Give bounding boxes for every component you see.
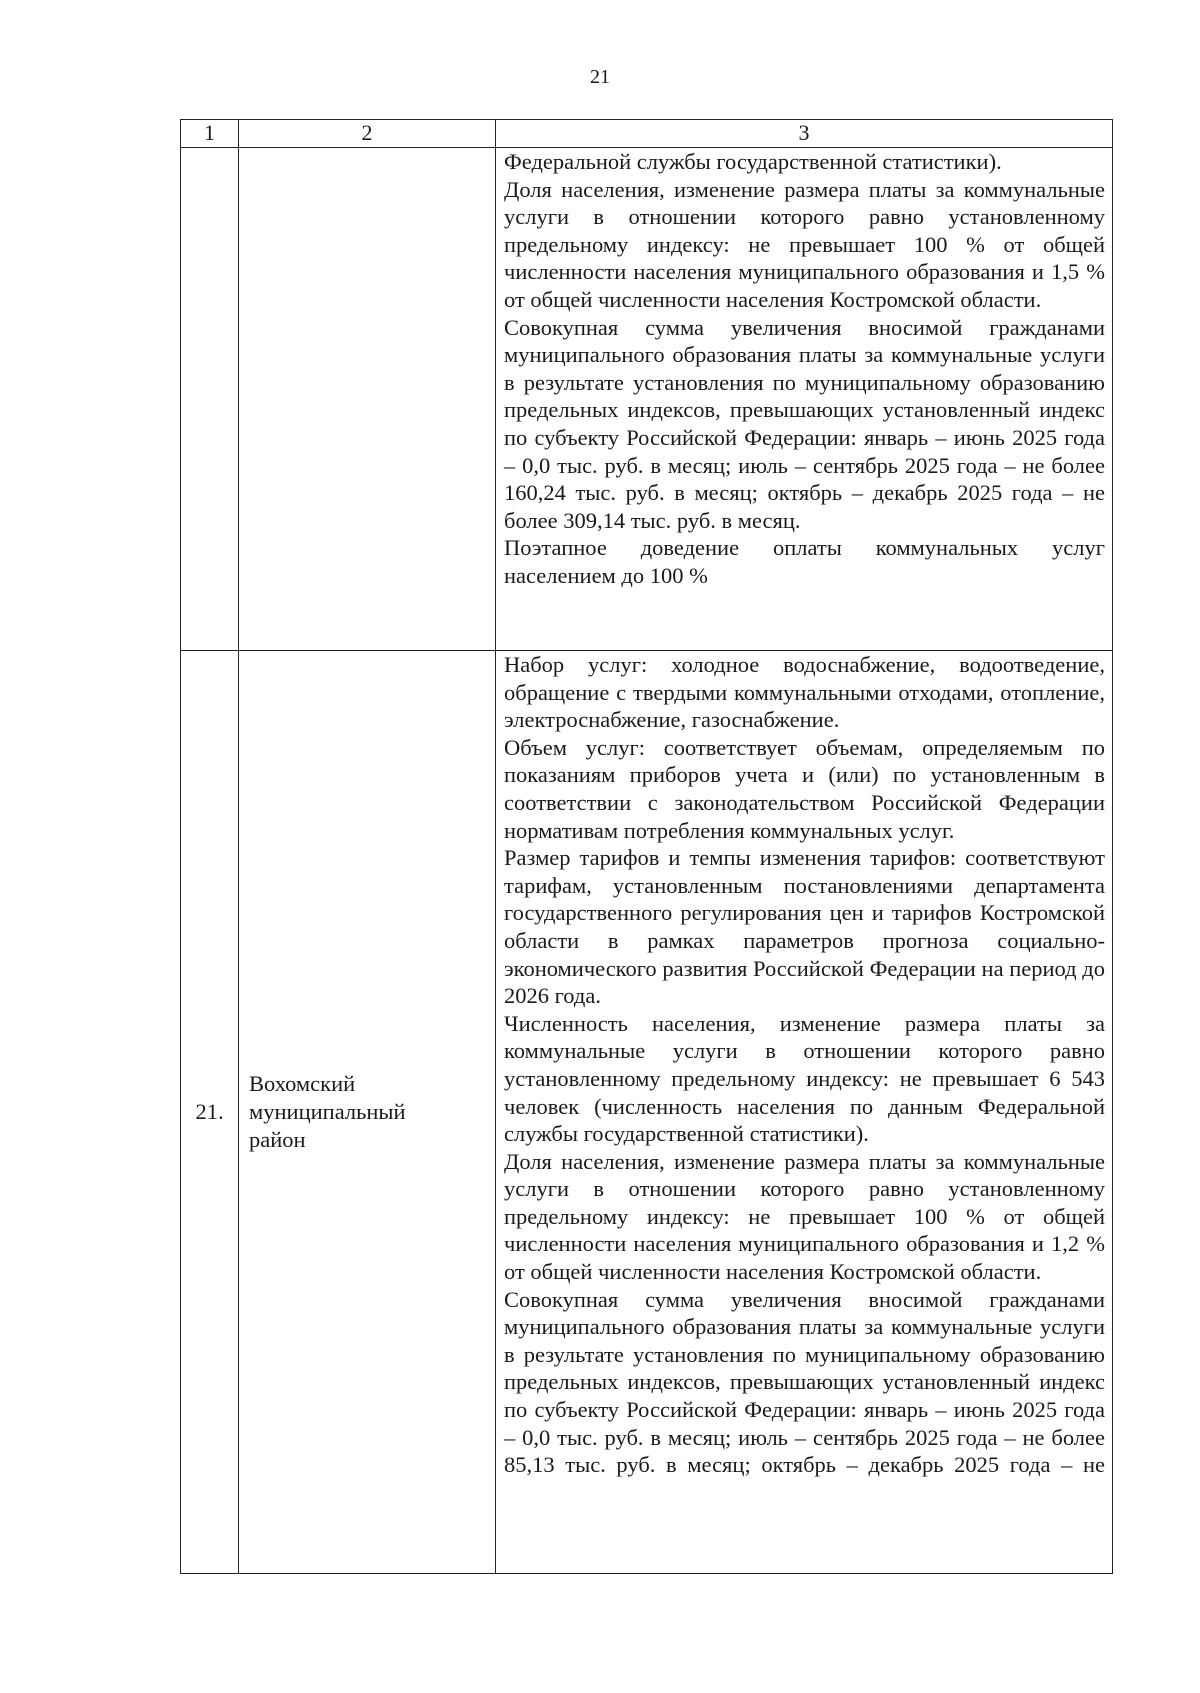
description-paragraph: Размер тарифов и темпы изменения тарифов: соответствуют тарифам, установленным постановлениями департамента государственного регулирования цен и тарифов Костромской области в рамках параметров прогноза социально-экономического развития Российской Федерации на период до 2026 года. [504, 845, 1105, 1009]
municipality-name-line: район [249, 1127, 306, 1152]
municipality-name-cell [239, 148, 496, 651]
table-row [181, 148, 1113, 651]
description-paragraph: Доля населения, изменение размера платы за коммунальные услуги в отношении которого равно установленному предельному индексу: не превышает 100 % от общей численности населения муниципального образования и 1,2 % от общей численности населения Костромской области. [504, 1148, 1105, 1285]
table-row [181, 651, 1113, 1574]
description-cell [496, 148, 1113, 651]
description-paragraph: Совокупная сумма увеличения вносимой гражданами муниципального образования платы за коммунальные услуги в результате установления по муниципальному образованию предельных индексов, превышающих установленный индекс по субъекту Российской Федерации: январь – июнь 2025 года – 0,0 тыс. руб. в месяц; июль – сентябрь 2025 года – не более 160,24 тыс. руб. в месяц; октябрь – декабрь 2025 года – не более 309,14 тыс. руб. в месяц. [504, 314, 1105, 533]
description-paragraph: Набор услуг: холодное водоснабжение, водоотведение, обращение с твердыми коммунальными отходами, отопление, электроснабжение, газоснабжение. [504, 652, 1105, 733]
municipality-name-cell [239, 651, 496, 1574]
content-table [180, 119, 1113, 1574]
description-paragraph: Федеральной службы государственной статистики). [504, 149, 1002, 174]
description-paragraph: Численность населения, изменение размера платы за коммунальные услуги в отношении которого равно установленному предельному индексу: не превышает 6 543 человек (численность населения по данным Федеральной службы государственной статистики). [504, 1010, 1105, 1147]
column-header-1: 1 [181, 120, 239, 148]
page-number: 21 [590, 66, 610, 88]
municipality-name-line: Вохомский [249, 1071, 356, 1096]
row-number-cell [181, 148, 239, 651]
row-number-cell: 21. [181, 651, 239, 1574]
description-paragraph: Поэтапное доведение оплаты коммунальных услуг населением до 100 % [504, 535, 1105, 588]
municipality-name-line: муниципальный [249, 1099, 406, 1124]
column-header-2: 2 [239, 120, 496, 148]
table-header-row [181, 120, 1113, 148]
column-header-3: 3 [496, 120, 1113, 148]
description-paragraph: Совокупная сумма увеличения вносимой гражданами муниципального образования платы за коммунальные услуги в результате установления по муниципальному образованию предельных индексов, превышающих установленный индекс по субъекту Российской Федерации: январь – июнь 2025 года – 0,0 тыс. руб. в месяц; июль – сентябрь 2025 года – не более 85,13 тыс. руб. в месяц; октябрь – декабрь 2025 года – не [504, 1286, 1105, 1478]
description-paragraph: Объем услуг: соответствует объемам, определяемым по показаниям приборов учета и (или) по установленным в соответствии с законодательством Российской Федерации нормативам потребления коммунальных услуг. [504, 734, 1105, 843]
description-paragraph: Доля населения, изменение размера платы за коммунальные услуги в отношении которого равно установленному предельному индексу: не превышает 100 % от общей численности населения муниципального образования и 1,5 % от общей численности населения Костромской области. [504, 176, 1105, 312]
description-cell [496, 651, 1113, 1574]
